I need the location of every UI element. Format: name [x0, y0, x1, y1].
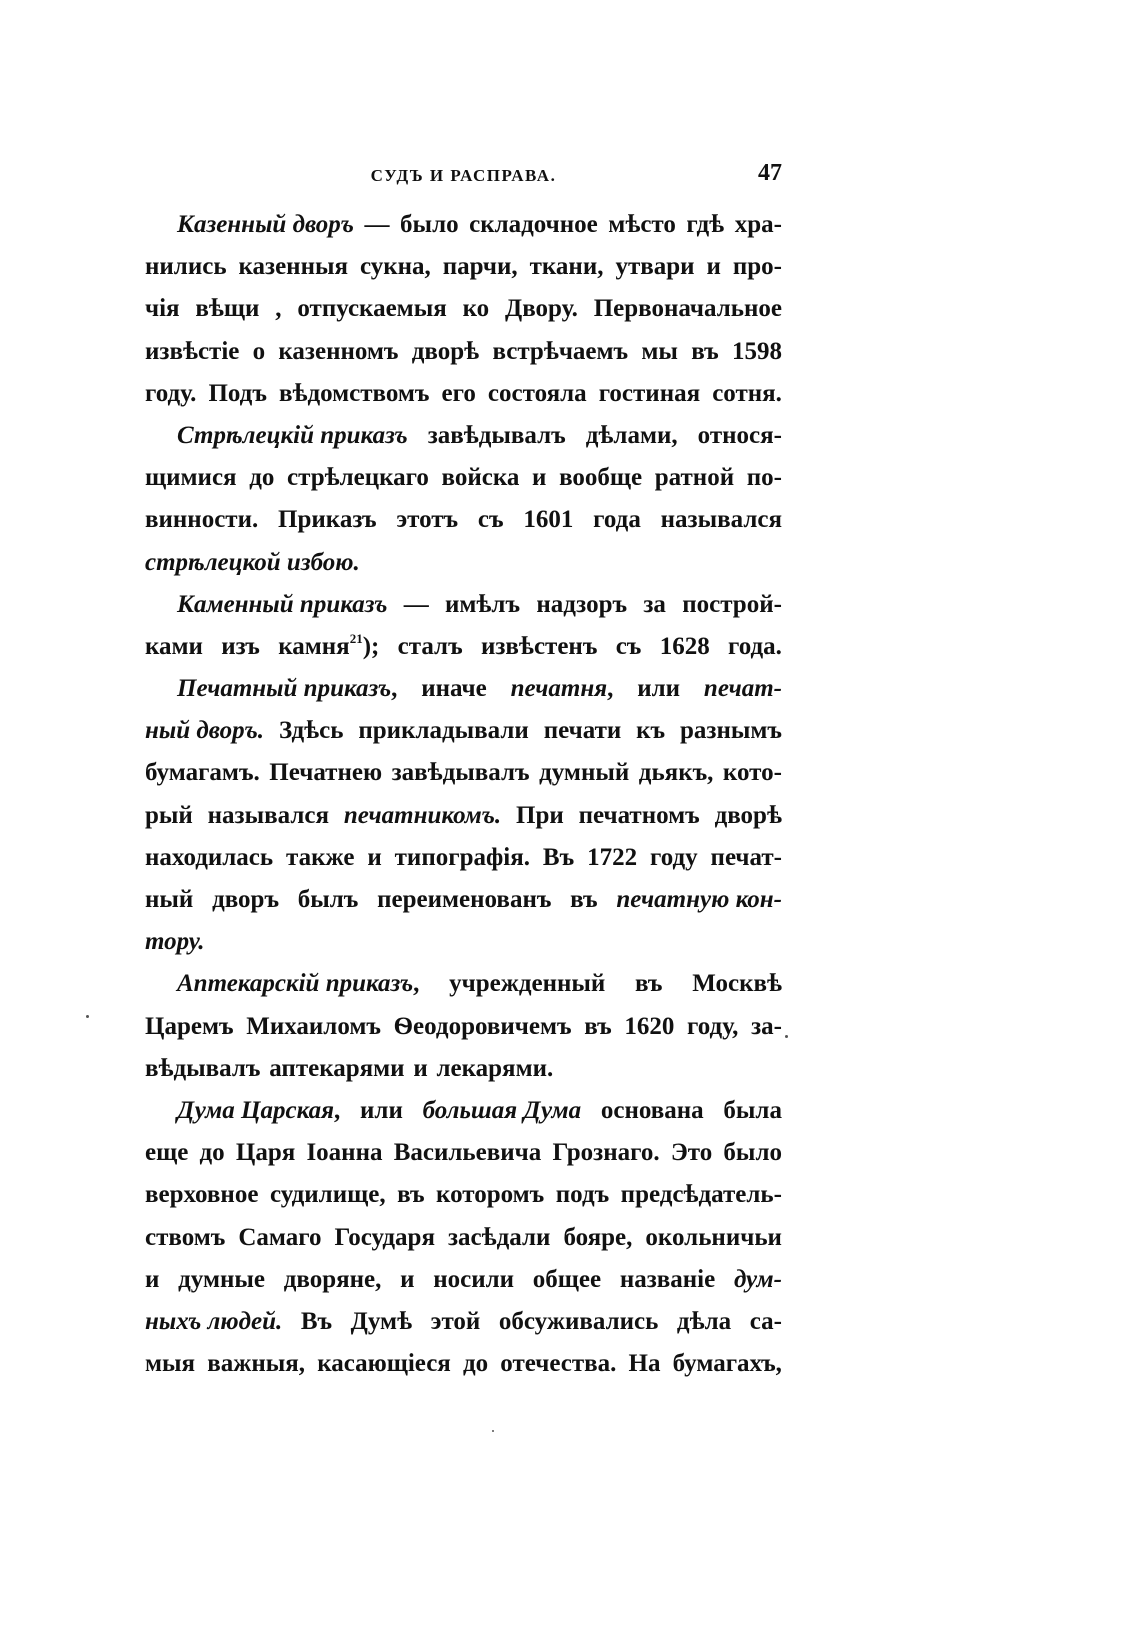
word: винности. — [145, 506, 259, 534]
word: бумагамъ. — [145, 759, 260, 787]
paragraph-kamenny-prikaz — [145, 584, 782, 668]
word: , — [334, 1096, 341, 1124]
word: камня — [278, 632, 350, 660]
text-line — [145, 331, 782, 373]
word: въ — [691, 337, 719, 365]
word: , — [275, 295, 282, 323]
text-line — [145, 499, 782, 541]
text-line — [145, 415, 782, 457]
term-pechatny-dvor: ный дворъ. — [145, 717, 265, 745]
word: касающіеся — [317, 1350, 451, 1378]
word: общее — [532, 1265, 602, 1293]
text-line — [145, 1006, 782, 1048]
word: рый — [145, 801, 193, 829]
running-title: СУДЪ И РАСПРАВА. — [370, 166, 557, 185]
word: Михаиломъ — [246, 1012, 381, 1040]
word: нились — [145, 253, 227, 281]
word: въ — [584, 1012, 612, 1040]
word: или — [360, 1096, 403, 1124]
word: засѣдали — [447, 1223, 551, 1251]
word: вообще — [559, 464, 643, 492]
term-pechatny-prikaz: Печатный приказъ — [177, 675, 392, 703]
word: году — [649, 843, 698, 871]
word — [284, 1259, 382, 1301]
word: къ — [636, 717, 666, 745]
word: казенномъ — [278, 337, 399, 365]
word: лекарями. — [436, 1054, 554, 1082]
word: ратной — [654, 464, 735, 492]
word: года — [593, 506, 641, 534]
word: парчи, — [442, 253, 518, 281]
word: находилась — [145, 843, 274, 871]
word: также — [286, 843, 355, 871]
word: изъ — [221, 632, 260, 660]
word: Васильевича — [393, 1139, 542, 1167]
word: разнымъ — [680, 717, 782, 745]
word: и — [706, 253, 721, 281]
word: относя- — [697, 421, 782, 449]
word: Здѣсь — [278, 717, 344, 745]
word: было — [400, 211, 459, 238]
body-text — [145, 204, 782, 1385]
text-line — [145, 542, 782, 584]
term-pechatny-dvor-part: печат- — [703, 675, 782, 703]
word: са- — [749, 1307, 782, 1335]
word: подъ — [555, 1181, 610, 1209]
word: основана — [600, 1096, 704, 1124]
word: сотня. — [712, 379, 782, 407]
paragraph-duma-tsarskaya — [145, 1090, 782, 1385]
running-header — [145, 160, 782, 190]
term-bolshaya-duma: большая Дума — [422, 1096, 582, 1124]
word: этотъ — [396, 506, 459, 534]
word: которомъ — [436, 1181, 545, 1209]
word: печатномъ — [578, 801, 700, 829]
word: аптекарями — [269, 1054, 405, 1082]
word: Царя — [235, 1139, 296, 1167]
word: щимися — [145, 464, 237, 492]
word: Царемъ — [145, 1012, 234, 1040]
term-pechatnaya-kontora-end: тору. — [145, 928, 205, 956]
word: завѣдывалъ — [391, 759, 530, 787]
word: кото- — [722, 759, 782, 787]
word: года. — [728, 632, 782, 660]
word: , — [607, 675, 614, 703]
term-streletskaya-izba: стрѣлецкой избою. — [145, 548, 360, 576]
text-line — [145, 963, 782, 1005]
word: ткани, — [529, 253, 604, 281]
text-line — [145, 837, 782, 879]
word: На — [628, 1350, 661, 1378]
word: за- — [751, 1012, 782, 1040]
word: съ — [477, 506, 504, 534]
word: прикладывали — [358, 717, 529, 745]
word: — — [364, 211, 390, 238]
word: утвари — [615, 253, 695, 281]
word: еще — [145, 1139, 189, 1167]
word: извѣстенъ — [480, 632, 598, 660]
word: печати — [543, 717, 622, 745]
word: этой — [430, 1307, 481, 1335]
word: и — [367, 843, 382, 871]
word: хра- — [734, 211, 782, 238]
text-line — [145, 710, 782, 752]
word: назывался — [660, 506, 782, 534]
text-line — [145, 373, 782, 415]
text-line — [145, 204, 782, 246]
word: и — [400, 1265, 415, 1293]
word — [511, 668, 614, 710]
word: думные — [178, 1265, 265, 1293]
word: дьякъ, — [638, 759, 714, 787]
word: , — [375, 1265, 382, 1293]
word: 1722 — [587, 843, 638, 871]
word: Іоанна — [306, 1139, 383, 1167]
word: 1620 — [624, 1012, 675, 1040]
word: сталъ — [397, 632, 463, 660]
word: учрежденный — [449, 970, 606, 998]
word: вѣдывалъ — [145, 1054, 261, 1082]
word: При — [516, 801, 564, 829]
word: верховное — [145, 1181, 259, 1209]
word: мы — [641, 337, 678, 365]
word: за — [643, 590, 666, 618]
word: Печатнею — [269, 759, 383, 787]
word: войска — [441, 464, 520, 492]
word: бояре, — [563, 1223, 633, 1251]
text-line — [145, 879, 782, 921]
word: Думѣ — [350, 1307, 413, 1335]
text-line — [145, 1259, 782, 1301]
word: въ — [635, 970, 663, 998]
text-line — [145, 626, 782, 668]
word: обсуживались — [498, 1307, 659, 1335]
word: Первоначальное — [593, 295, 782, 323]
word: вѣщи — [195, 295, 260, 323]
word: ко — [462, 295, 490, 323]
text-line — [145, 752, 782, 794]
text-line — [145, 246, 782, 288]
paragraph-aptekarsky-prikaz — [145, 963, 782, 1090]
word: стрѣлецкаго — [287, 464, 429, 492]
word: — — [403, 590, 429, 618]
word: иначе — [421, 675, 487, 703]
word: 1598 — [731, 337, 782, 365]
word: мѣсто — [608, 211, 676, 238]
word: встрѣчаемъ — [492, 337, 629, 365]
term-kazenny-dvor: Казенный дворъ — [177, 211, 354, 238]
word: дѣла — [676, 1307, 732, 1335]
word: дѣлами, — [585, 421, 678, 449]
term-duma-tsarskaya: Дума Царская — [177, 1096, 335, 1124]
word: о — [252, 337, 266, 365]
term-streletsky-prikaz: Стрѣлецкій приказъ — [177, 421, 408, 449]
term-aptekarsky-prikaz: Аптекарскій приказъ — [177, 970, 414, 998]
text-line — [145, 1174, 782, 1216]
scan-speck — [785, 1035, 788, 1038]
word — [177, 1090, 340, 1132]
word: 1628 — [659, 632, 710, 660]
paragraph-pechatny-prikaz — [145, 668, 782, 963]
word: до — [249, 464, 275, 492]
word: Въ — [300, 1307, 333, 1335]
word: важныя, — [207, 1350, 306, 1378]
word: завѣдывалъ — [427, 421, 566, 449]
term-pechatnik: печатникомъ. — [343, 801, 502, 829]
text-line — [145, 1343, 782, 1385]
word: и — [145, 1265, 160, 1293]
text-line — [145, 921, 782, 963]
word: сукна, — [359, 253, 431, 281]
word: Самаго — [238, 1223, 322, 1251]
word: году. — [145, 379, 197, 407]
term-dumnye-lyudi-end: ныхъ людей. — [145, 1307, 283, 1335]
word: до — [199, 1139, 225, 1167]
text-line — [145, 1132, 782, 1174]
word: его — [441, 379, 476, 407]
word: была — [723, 1096, 782, 1124]
word: году, — [687, 1012, 739, 1040]
word: дворъ — [212, 886, 280, 913]
word: названіе — [619, 1265, 716, 1293]
word: переименованъ — [377, 886, 552, 913]
word: Въ — [542, 843, 575, 871]
word: назывался — [207, 801, 329, 829]
word: типографія. — [394, 843, 531, 871]
word: въ — [397, 1181, 425, 1209]
paragraph-kazenny-dvor — [145, 204, 782, 415]
text-line — [145, 1048, 782, 1090]
word: или — [637, 675, 681, 703]
word: печат- — [710, 843, 782, 871]
word: ствомъ — [145, 1223, 226, 1251]
word: чія — [145, 295, 180, 323]
word: и — [413, 1054, 428, 1082]
term-dumnye-lyudi: дум- — [733, 1265, 782, 1293]
page-number: 47 — [758, 160, 782, 186]
word: Москвѣ — [692, 970, 782, 998]
text-line — [145, 1301, 782, 1343]
footnote-ref: 21 — [349, 630, 363, 646]
word: построй- — [682, 590, 782, 618]
word: гостиная — [598, 379, 701, 407]
word: казенныя — [238, 253, 349, 281]
word: имѣлъ — [444, 590, 521, 618]
word: съ — [615, 632, 642, 660]
text-line — [145, 1217, 782, 1259]
word: Государя — [334, 1223, 435, 1251]
text-line — [145, 584, 782, 626]
word: въ — [570, 886, 598, 913]
word — [177, 668, 397, 710]
word: Грознаго. — [552, 1139, 660, 1167]
word: отпускаемыя — [297, 295, 447, 323]
word — [177, 963, 419, 1005]
word: мыя — [145, 1350, 196, 1378]
word: и — [532, 464, 547, 492]
text-line — [145, 457, 782, 499]
word: надзоръ — [536, 590, 628, 618]
word: Подъ — [208, 379, 267, 407]
word: гдѣ — [686, 211, 725, 238]
word — [278, 626, 379, 668]
word: Двору. — [505, 295, 578, 323]
text-line — [145, 1090, 782, 1132]
word: ); — [362, 632, 380, 660]
word: дворяне — [283, 1265, 376, 1293]
text-line — [145, 668, 782, 710]
paragraph-streletsky-prikaz — [145, 415, 782, 584]
word: 1601 — [523, 506, 574, 534]
word: предсѣдатель- — [620, 1181, 782, 1209]
word: извѣстіе — [145, 337, 240, 365]
word: Приказъ — [278, 506, 377, 534]
word: до — [462, 1350, 489, 1378]
word: окольничьи — [645, 1223, 782, 1251]
word: Ѳеодоровичемъ — [393, 1012, 572, 1040]
term-pechatnaya-kontora: печатную кон- — [616, 886, 782, 913]
word: судилище, — [269, 1181, 386, 1209]
word: отечества. — [500, 1350, 617, 1378]
term-kamenny-prikaz: Каменный приказъ — [177, 590, 388, 618]
word: думный — [539, 759, 630, 787]
word: дворѣ — [714, 801, 782, 829]
word: бумагахъ, — [672, 1350, 782, 1378]
word: было — [723, 1139, 782, 1167]
scan-speck — [492, 1430, 494, 1432]
word: ный — [145, 886, 194, 913]
word: былъ — [297, 886, 359, 913]
word: , — [413, 970, 420, 998]
text-line — [145, 795, 782, 837]
text-line — [145, 288, 782, 330]
word: состояла — [487, 379, 587, 407]
word: дворѣ — [411, 337, 480, 365]
word: , — [391, 675, 398, 703]
term-pechatnya: печатня — [510, 675, 608, 703]
word: складочное — [469, 211, 598, 238]
word: по- — [746, 464, 782, 492]
word: носили — [433, 1265, 515, 1293]
scan-speck — [86, 1015, 89, 1018]
word: ками — [145, 632, 203, 660]
word: Это — [670, 1139, 713, 1167]
word: вѣдомствомъ — [278, 379, 430, 407]
word: про- — [732, 253, 782, 281]
